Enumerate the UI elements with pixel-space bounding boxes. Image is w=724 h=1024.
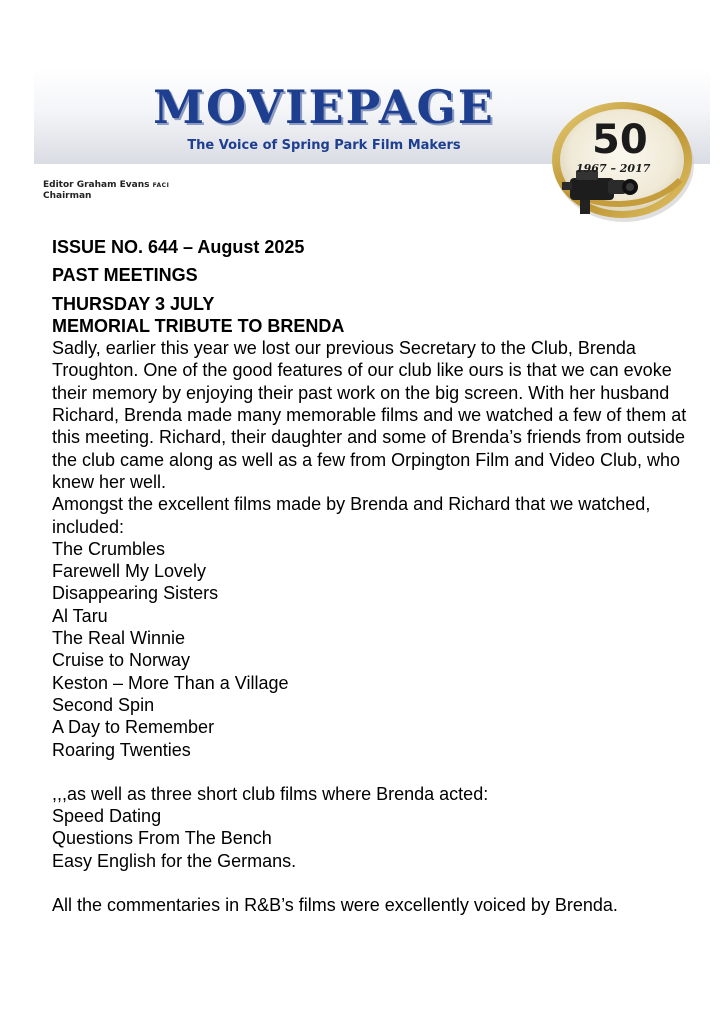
- masthead-title: MOVIEPAGE: [153, 80, 495, 134]
- film-item: Disappearing Sisters: [52, 583, 219, 604]
- editor-honour: FACI: [152, 182, 170, 189]
- film-item: The Crumbles: [52, 538, 166, 559]
- film-item: Roaring Twenties: [52, 739, 191, 760]
- film-item: The Real Winnie: [52, 628, 186, 649]
- section-heading: PAST MEETINGS: [52, 265, 198, 286]
- anniversary-badge: [540, 100, 700, 232]
- paragraph-intro: Sadly, earlier this year we lost our previous Secretary to the Club, Brenda Troughton. One of the good features of our club like ours is that we can evoke their memory by enjoying their past work on the big screen. With her husband Richard, Brenda made many memorable films and we watched a few of them at this meeting. Richard, their daughter and some of Brenda’s friends from outside the club came along as well as a few from Orpington Film and Video Club, who knew her well.: [52, 338, 687, 492]
- short-film-item: Speed Dating: [52, 806, 162, 827]
- meeting-title: MEMORIAL TRIBUTE TO BRENDA: [52, 315, 345, 336]
- short-film-item: Questions From The Bench: [52, 828, 272, 849]
- badge-number: 50: [592, 117, 648, 163]
- meeting-date: THURSDAY 3 JULY: [52, 293, 215, 314]
- short-film-item: Easy English for the Germans.: [52, 850, 297, 871]
- film-item: Al Taru: [52, 605, 108, 626]
- issue-line: ISSUE NO. 644 – August 2025: [52, 237, 305, 257]
- closing-paragraph: All the commentaries in R&B’s films were excellently voiced by Brenda.: [52, 895, 618, 916]
- paragraph-short-films-intro: ,,,as well as three short club films where Brenda acted:: [52, 783, 489, 804]
- badge-years: 1967 – 2017: [576, 162, 651, 175]
- film-item: Second Spin: [52, 694, 155, 715]
- film-item: Cruise to Norway: [52, 650, 191, 671]
- article-body: [52, 236, 692, 916]
- masthead-subtitle: The Voice of Spring Park Film Makers: [187, 138, 461, 153]
- film-item: Farewell My Lovely: [52, 561, 207, 582]
- paragraph-films-intro: Amongst the excellent films made by Brenda and Richard that we watched, included:: [52, 494, 651, 537]
- editor-role: Chairman: [43, 191, 92, 201]
- film-item: A Day to Remember: [52, 717, 215, 738]
- editor-name: Editor Graham Evans: [43, 180, 150, 190]
- film-list: [52, 538, 692, 761]
- film-item: Keston – More Than a Village: [52, 672, 289, 693]
- editor-credit: [43, 180, 169, 202]
- short-film-list: [52, 805, 692, 872]
